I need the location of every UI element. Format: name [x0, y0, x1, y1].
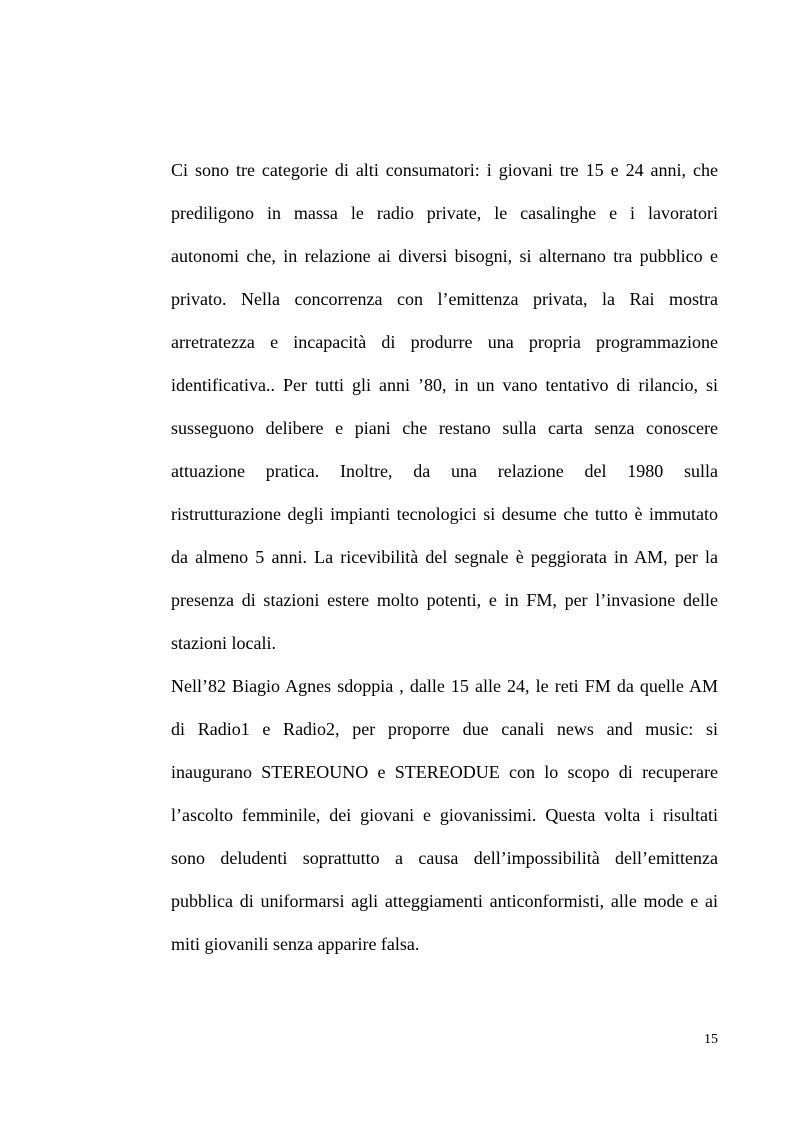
text-line: ristrutturazione degli impianti tecnologici si desume che tutto è immutato [171, 504, 718, 524]
text-line: Ci sono tre categorie di alti consumatori: i giovani tre 15 e 24 anni, che [171, 160, 718, 180]
text-line: sono deludenti soprattutto a causa dell’impossibilità dell’emittenza [171, 848, 718, 868]
text-line: autonomi che, in relazione ai diversi bisogni, si alternano tra pubblico e [171, 246, 718, 266]
text-line: inaugurano STEREOUNO e STEREODUE con lo scopo di recuperare [171, 762, 718, 782]
text-line: susseguono delibere e piani che restano sulla carta senza conoscere [171, 418, 718, 438]
text-line: attuazione pratica. Inoltre, da una relazione del 1980 sulla [171, 461, 718, 481]
text-line: miti giovanili senza apparire falsa. [171, 934, 420, 954]
text-line: pubblica di uniformarsi agli atteggiamenti anticonformisti, alle mode e ai [171, 891, 718, 911]
text-line: presenza di stazioni estere molto potenti, e in FM, per l’invasione delle [171, 590, 718, 610]
text-line: da almeno 5 anni. La ricevibilità del segnale è peggiorata in AM, per la [171, 547, 718, 567]
text-line: identificativa.. Per tutti gli anni ’80, in un vano tentativo di rilancio, si [171, 375, 718, 395]
text-line: prediligono in massa le radio private, le casalinghe e i lavoratori [171, 203, 718, 223]
text-line: Nell’82 Biagio Agnes sdoppia , dalle 15 alle 24, le reti FM da quelle AM [171, 676, 718, 696]
text-line: stazioni locali. [171, 633, 276, 653]
text-line: l’ascolto femminile, dei giovani e giovanissimi. Questa volta i risultati [171, 805, 718, 825]
text-line: arretratezza e incapacità di produrre una propria programmazione [171, 332, 718, 352]
text-line: di Radio1 e Radio2, per proporre due canali news and music: si [171, 719, 718, 739]
text-line: privato. Nella concorrenza con l’emittenza privata, la Rai mostra [171, 289, 718, 309]
page-number: 15 [704, 1032, 718, 1047]
body-text [171, 149, 718, 966]
